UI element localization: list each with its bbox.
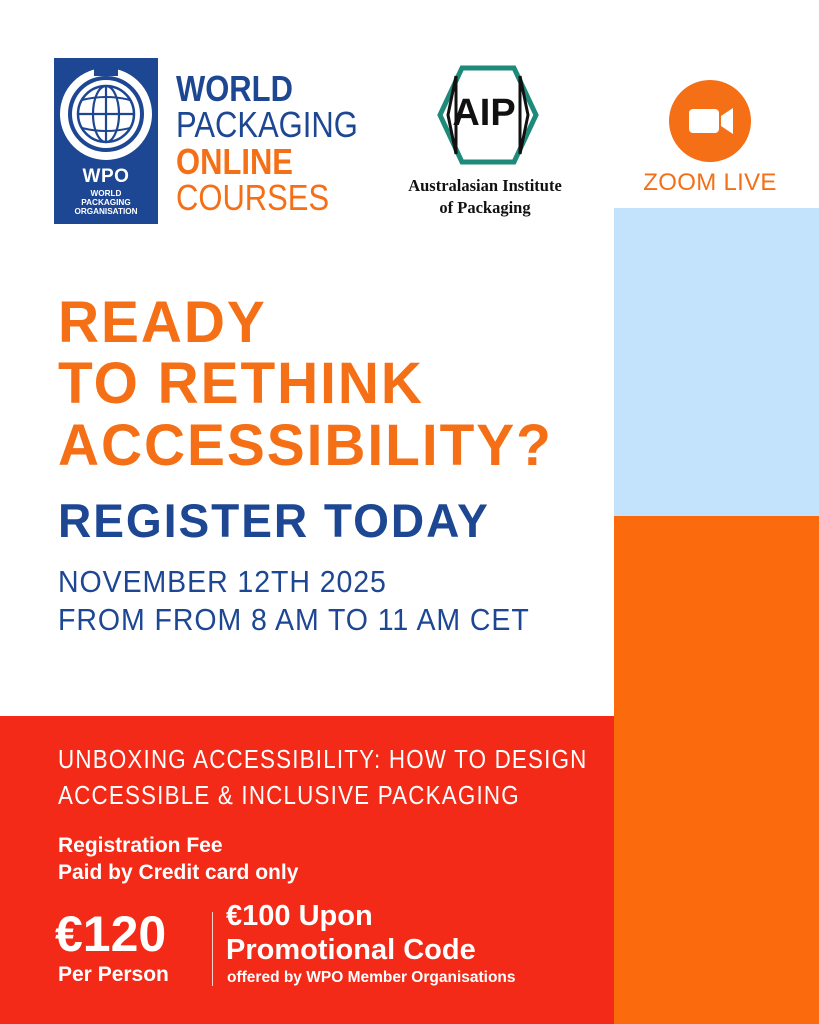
headline-line-3: ACCESSIBILITY? [58, 413, 553, 478]
course-title-line-1: UNBOXING ACCESSIBILITY: HOW TO DESIGN [58, 744, 588, 774]
aip-logo [428, 64, 540, 166]
per-person-label: Per Person [58, 963, 169, 986]
promo-code-label: Promotional Code [226, 934, 476, 966]
video-camera-icon [669, 80, 751, 162]
courses-line-courses: COURSES [176, 177, 330, 218]
aip-abbreviation: AIP [452, 92, 516, 134]
headline-line-1: READY [58, 290, 267, 355]
wpo-logo [54, 58, 158, 224]
registration-fee-label: Registration Fee [58, 834, 223, 857]
zoom-live-label: ZOOM LIVE [643, 169, 777, 196]
promo-note: offered by WPO Member Organisations [227, 969, 516, 986]
decorative-orange-block [614, 516, 819, 1024]
event-time: FROM FROM 8 AM TO 11 AM CET [58, 602, 530, 637]
wpo-full-name: WORLD PACKAGING ORGANISATION [74, 189, 138, 216]
promo-price: €100 Upon [226, 900, 373, 932]
course-title-line-2: ACCESSIBLE & INCLUSIVE PACKAGING [58, 780, 520, 810]
courses-line-packaging: PACKAGING [176, 104, 358, 145]
courses-line-online: ONLINE [176, 141, 293, 182]
register-today-heading: REGISTER TODAY [58, 494, 490, 547]
headline-line-2: TO RETHINK [58, 351, 424, 416]
price-divider [212, 912, 213, 986]
event-date: NOVEMBER 12TH 2025 [58, 564, 387, 599]
decorative-blue-block [614, 208, 819, 516]
aip-full-name: Australasian Institute of Packaging [408, 176, 562, 217]
wpo-abbreviation: WPO [82, 166, 130, 187]
courses-line-world: WORLD [176, 68, 293, 109]
payment-method-note: Paid by Credit card only [58, 861, 299, 884]
price: €120 [55, 906, 167, 962]
